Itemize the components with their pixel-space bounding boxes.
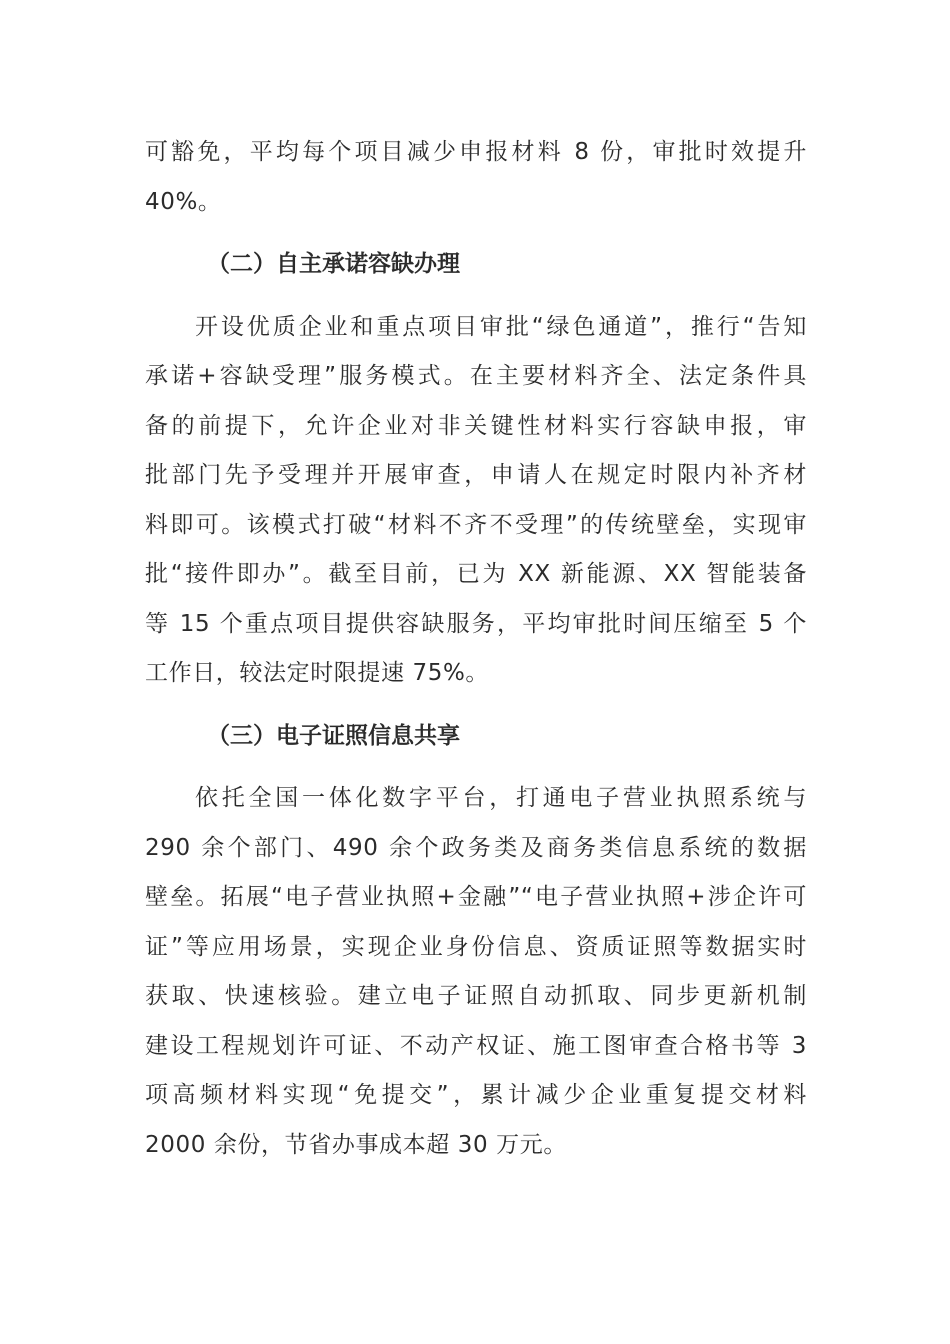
text-line: 承诺+容缺受理”服务模式。在主要材料齐全、法定条件具	[145, 363, 807, 389]
text-line: 项高频材料实现“免提交”，累计减少企业重复提交材料	[145, 1082, 807, 1108]
text-line: 工作日，较法定时限提速 75%。	[145, 660, 490, 686]
paragraph-section1-tail	[145, 128, 807, 227]
text-line: 批部门先予受理并开展审查，申请人在规定时限内补齐材	[145, 462, 807, 488]
text-line: 等 15 个重点项目提供容缺服务，平均审批时间压缩至 5 个	[145, 610, 807, 637]
text-line: 获取、快速核验。建立电子证照自动抓取、同步更新机制	[145, 983, 807, 1009]
section-heading-2: （二）自主承诺容缺办理	[207, 251, 460, 277]
paragraph-section2	[145, 303, 807, 699]
text-line: 40%。	[145, 188, 222, 215]
text-line: 证”等应用场景，实现企业身份信息、资质证照等数据实时	[145, 933, 807, 960]
text-line: 可豁免，平均每个项目减少申报材料 8 份，审批时效提升	[145, 139, 807, 165]
section-heading-3: （三）电子证照信息共享	[207, 722, 460, 749]
text-line: 料即可。该模式打破“材料不齐不受理”的传统壁垒，实现审	[145, 511, 807, 538]
paragraph-section3	[145, 774, 807, 1170]
text-line: 批“接件即办”。截至目前，已为 XX 新能源、XX 智能装备	[145, 561, 807, 587]
text-line: 2000 余份，节省办事成本超 30 万元。	[145, 1131, 567, 1158]
text-line: 壁垒。拓展“电子营业执照+金融”“电子营业执照+涉企许可	[145, 884, 807, 910]
text-line: 建设工程规划许可证、不动产权证、施工图审查合格书等 3	[145, 1032, 807, 1059]
text-line: 开设优质企业和重点项目审批“绿色通道”，推行“告知	[195, 313, 807, 340]
text-line: 290 余个部门、490 余个政务类及商务类信息系统的数据	[145, 834, 807, 861]
text-line: 备的前提下，允许企业对非关键性材料实行容缺申报，审	[145, 412, 807, 439]
text-line: 依托全国一体化数字平台，打通电子营业执照系统与	[195, 785, 807, 811]
